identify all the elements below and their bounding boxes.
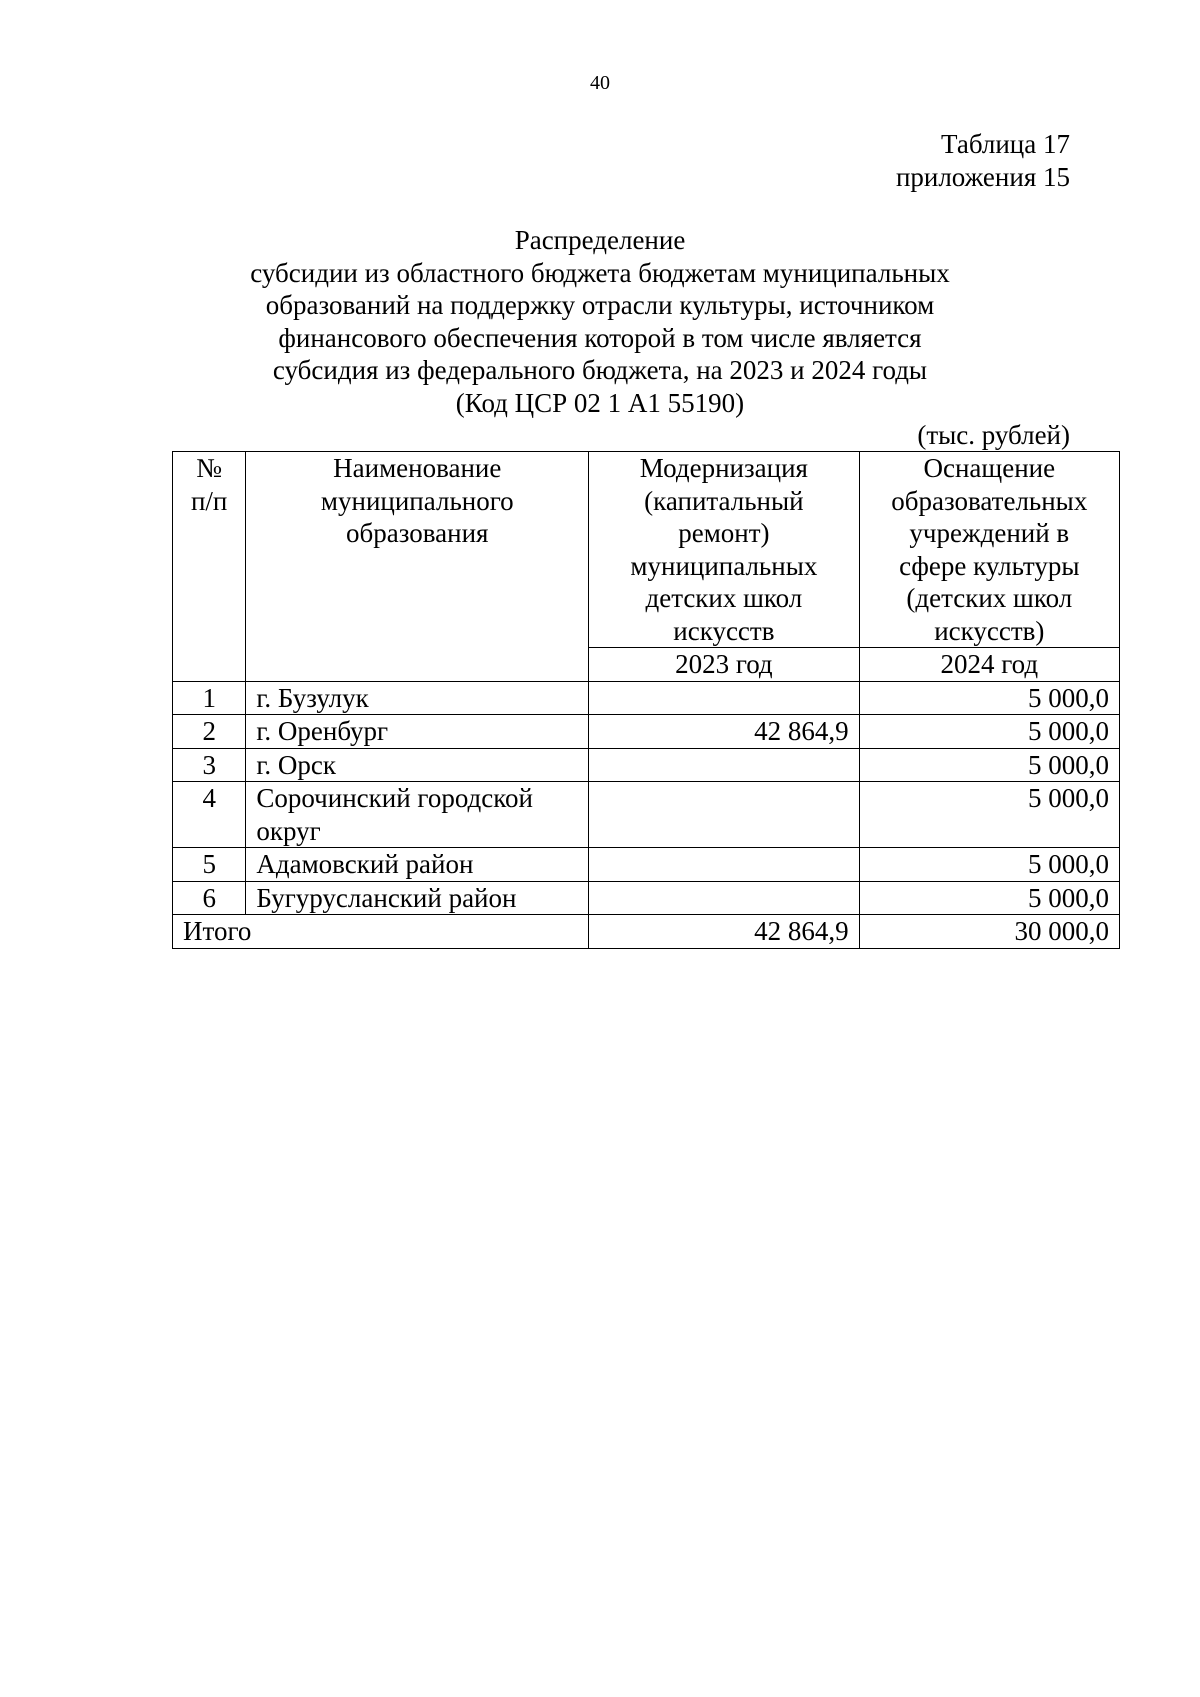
total-value-2024: 30 000,0	[859, 915, 1119, 949]
row-number: 5	[173, 848, 246, 882]
title-line: Распределение	[514, 225, 686, 255]
header-line: искусств)	[934, 615, 1045, 646]
table-row	[173, 881, 1120, 915]
header-line: №	[196, 453, 223, 483]
row-value-2024: 5 000,0	[859, 848, 1119, 882]
table-row	[173, 715, 1120, 749]
table-row	[173, 748, 1120, 782]
header-modernization	[589, 452, 859, 648]
row-number: 2	[173, 715, 246, 749]
table-ref-line: приложения 15	[895, 162, 1070, 192]
title-line: (Код ЦСР 02 1 А1 55190)	[455, 387, 745, 418]
title-line: образований на поддержку отрасли культуры, источником	[265, 290, 935, 320]
header-line: Модернизация	[639, 453, 808, 483]
page-number: 40	[590, 72, 610, 94]
header-line: сфере культуры	[899, 550, 1080, 581]
document-title	[0, 224, 1200, 419]
header-line: детских школ	[645, 583, 803, 613]
header-year-2024: 2024 год	[859, 648, 1119, 682]
row-number: 1	[173, 681, 246, 715]
title-line: субсидия из федерального бюджета, на 2023 и 2024 годы	[272, 355, 928, 385]
title-line: субсидии из областного бюджета бюджетам муниципальных	[250, 257, 950, 288]
subsidy-table	[172, 451, 1120, 949]
row-value-2024: 5 000,0	[859, 782, 1119, 848]
header-line: муниципальных	[630, 550, 818, 581]
units-label: (тыс. рублей)	[917, 420, 1070, 450]
total-label: Итого	[173, 915, 589, 949]
header-line: п/п	[190, 485, 228, 516]
header-name	[246, 452, 589, 682]
table-reference	[896, 128, 1070, 194]
row-value-2023	[589, 848, 859, 882]
row-value-2024: 5 000,0	[859, 681, 1119, 715]
header-line: (детских школ	[906, 583, 1073, 613]
row-name-line: Сорочинский городской	[256, 783, 533, 813]
row-name: г. Бузулук	[246, 681, 589, 715]
row-name: Бугурусланский район	[246, 881, 589, 915]
header-line: искусств	[673, 615, 775, 646]
row-number: 6	[173, 881, 246, 915]
header-line: Оснащение	[923, 453, 1056, 483]
header-line: муниципального	[320, 485, 514, 516]
row-value-2023	[589, 782, 859, 848]
row-value-2023: 42 864,9	[589, 715, 859, 749]
table-total-row	[173, 915, 1120, 949]
table-row	[173, 848, 1120, 882]
row-name: Адамовский район	[246, 848, 589, 882]
title-line: финансового обеспечения которой в том числе является	[278, 322, 922, 353]
row-value-2024: 5 000,0	[859, 715, 1119, 749]
header-line: учреждений в	[909, 518, 1070, 548]
row-value-2023	[589, 881, 859, 915]
header-num	[173, 452, 246, 682]
table-header-row	[173, 452, 1120, 648]
header-line: образования	[346, 518, 489, 548]
row-value-2024: 5 000,0	[859, 881, 1119, 915]
header-line: Наименование	[333, 453, 502, 483]
table-ref-line: Таблица 17	[941, 129, 1070, 159]
row-value-2024: 5 000,0	[859, 748, 1119, 782]
table-row	[173, 782, 1120, 848]
row-value-2023	[589, 681, 859, 715]
row-name	[246, 782, 589, 848]
row-number: 4	[173, 782, 246, 848]
row-name: г. Орск	[246, 748, 589, 782]
header-line: образовательных	[891, 485, 1088, 516]
row-number: 3	[173, 748, 246, 782]
table-row	[173, 681, 1120, 715]
row-value-2023	[589, 748, 859, 782]
header-line: ремонт)	[678, 518, 770, 548]
header-year-2023: 2023 год	[589, 648, 859, 682]
total-value-2023: 42 864,9	[589, 915, 859, 949]
row-name-line: округ	[256, 815, 321, 846]
header-line: (капитальный	[644, 485, 804, 516]
header-equipment	[859, 452, 1119, 648]
row-name: г. Оренбург	[246, 715, 589, 749]
